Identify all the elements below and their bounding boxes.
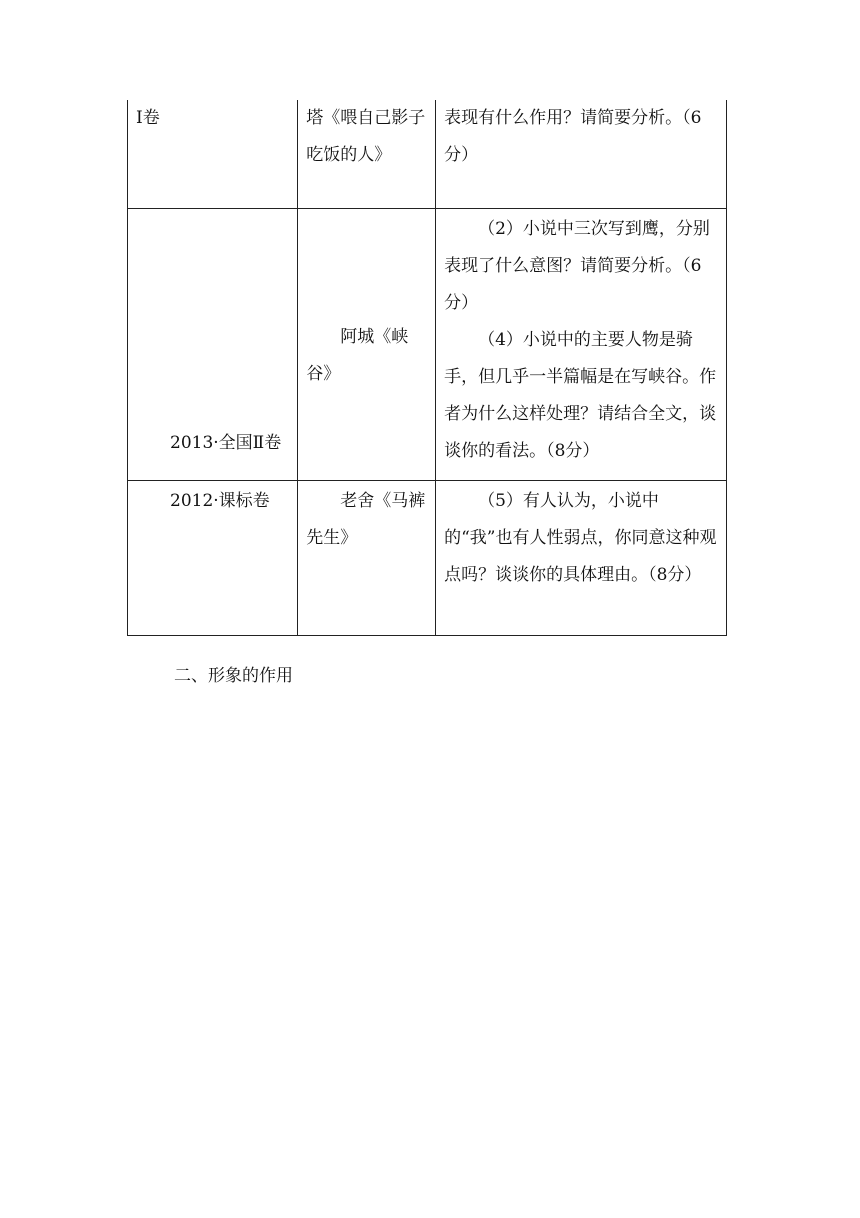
exam-source: 2013·全国Ⅱ卷 <box>170 433 282 453</box>
text-title: 老舍《马裤先生》 <box>306 491 426 548</box>
table-row <box>128 100 727 209</box>
table-row <box>128 209 727 481</box>
question-text: （4）小说中的主要人物是骑手，但几乎一半篇幅是在写峡谷。作者为什么这样处理？请结合全文，谈谈你的看法。（8分） <box>444 330 717 461</box>
question-text: （5）有人认为，小说中的“我”也有人性弱点，你同意这种观点吗？谈谈你的具体理由。（8分） <box>444 491 717 585</box>
section-heading: 二、形象的作用 <box>174 666 293 686</box>
table-row <box>128 481 727 636</box>
question-text: 表现有什么作用？请简要分析。（6分） <box>444 108 702 165</box>
exam-source-cell <box>128 209 298 481</box>
text-title: 塔《喂自己影子吃饭的人》 <box>306 108 426 165</box>
text-title-cell <box>298 481 436 636</box>
question-cell <box>436 100 727 209</box>
exam-source: Ⅰ卷 <box>136 108 160 128</box>
exam-source: 2012·课标卷 <box>170 491 270 511</box>
question-text: （2）小说中三次写到鹰，分别表现了什么意图？请简要分析。（6分） <box>444 219 710 313</box>
exam-source-cell <box>128 481 298 636</box>
exam-question-table <box>127 100 727 636</box>
text-title-cell <box>298 100 436 209</box>
question-cell <box>436 209 727 481</box>
exam-source-cell <box>128 100 298 209</box>
cell-spacer <box>306 211 429 319</box>
question-cell <box>436 481 727 636</box>
text-title: 阿城《峡谷》 <box>306 327 409 384</box>
text-title-cell <box>298 209 436 481</box>
